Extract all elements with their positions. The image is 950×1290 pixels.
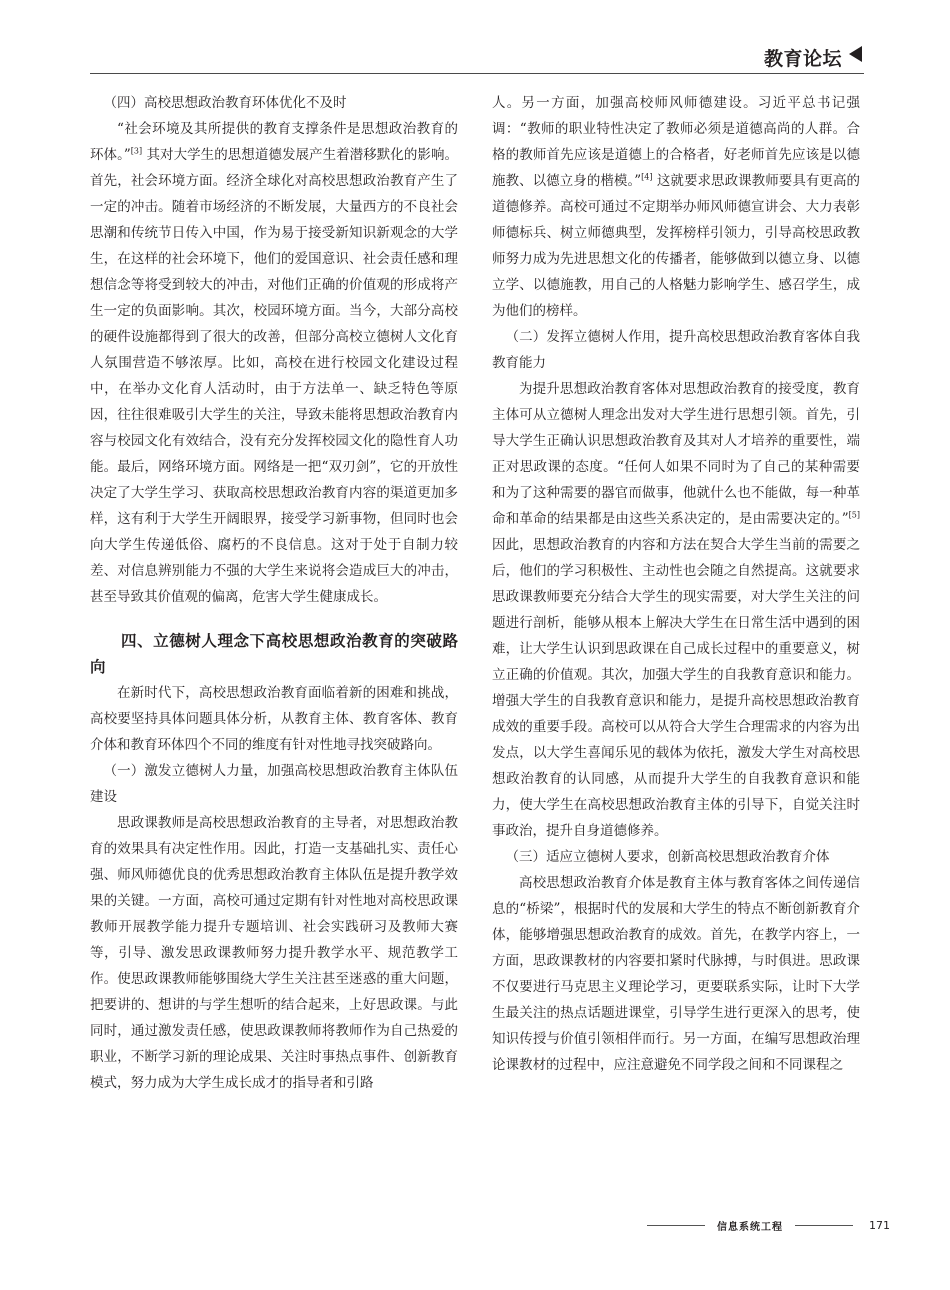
footer-rule-right	[795, 1225, 853, 1226]
subheading-4: （四）高校思想政治教育环体优化不及时	[103, 95, 347, 111]
paragraph-self-education	[492, 376, 860, 844]
text-span: “社会环境及其所提供的教育支撑条件是思想政治教育的环体。”	[90, 121, 458, 163]
paragraph-teachers: 思政课教师是高校思想政治教育的主导者，对思想政治教育的效果具有决定性作用。因此，打造一支基础扎实、责任心强、师风师德优良的优秀思想政治教育主体队伍是提升教学效果的关键。一方面，高校可通过定期有针对性地对高校思政课教师开展教学能力提升专题培训、社会实践研习及教师大赛等，引导、激发思政课教师努力提升教学水平、规范教学工作。使思政课教师能够围绕大学生关注甚至迷惑的重大问题，把要讲的、想讲的与学生想听的结合起来，上好思政课。与此同时，通过激发责任感，使思政课教师将教师作为自己热爱的职业，不断学习新的理论成果、关注时事热点事件、创新教育模式，努力成为大学生成长成才的指导者和引路	[90, 815, 458, 1091]
subheading-2: （二）发挥立德树人作用，提升高校思想政治教育客体自我教育能力	[492, 329, 860, 371]
text-span: 人。另一方面，加强高校师风师德建设。习近平总书记强调：“教师的职业特性决定了教师必须是道德高尚的人群。合格的教师首先应该是道德上的合格者，好老师首先应该是以德施教、以德立身的楷模。”	[492, 95, 860, 189]
subheading-1: （一）激发立德树人力量，加强高校思想政治教育主体队伍建设	[90, 763, 458, 805]
subheading-3: （三）适应立德树人要求，创新高校思想政治教育介体	[505, 849, 830, 865]
right-column	[492, 90, 860, 1078]
citation-ref: [3]	[130, 146, 143, 156]
paragraph-ethics	[492, 90, 860, 324]
section-title: 教育论坛	[763, 48, 842, 70]
page-footer	[635, 1218, 890, 1233]
text-span: 因此，思想政治教育的内容和方法在契合大学生当前的需要之后，他们的学习积极性、主动性也会随之自然提高。这就要求思政课教师要充分结合大学生的现实需要，对大学生关注的问题进行剖析，能够从根本上解决大学生在日常生活中遇到的困难，让大学生认识到思政课在自己成长过程中的重要意义，树立正确的价值观。其次，加强大学生的自我教育意识和能力。增强大学生的自我教育意识和能力，是提升高校思想政治教育成效的重要手段。高校可以从符合大学生合理需求的内容为出发点，以大学生喜闻乐见的载体为依托，激发大学生对高校思想政治教育的认同感，从而提升大学生的自我教育意识和能力，使大学生在高校思想政治教育主体的引导下，自觉关注时事政治，提升自身道德修养。	[492, 537, 860, 839]
text-span: 其对大学生的思想道德发展产生着潜移默化的影响。首先，社会环境方面。经济全球化对高校思想政治教育产生了一定的冲击。随着市场经济的不断发展，大量西方的不良社会思潮和传统节日传入中国，作为易于接受新知识新观念的大学生，在这样的社会环境下，他们的爱国意识、社会责任感和理想信念等将受到较大的冲击，对他们正确的价值观的形成将产生一定的负面影响。其次，校园环境方面。当今，大部分高校的硬件设施都得到了很大的改善，但部分高校立德树人文化育人氛围营造不够浓厚。比如，高校在进行校园文化建设过程中，在举办文化育人活动时，由于方法单一、缺乏特色等原因，往往很难吸引大学生的关注，导致未能将思想政治教育内容与校园文化有效结合，没有充分发挥校园文化的隐性育人功能。最后，网络环境方面。网络是一把“双刃剑”，它的开放性决定了大学生学习、获取高校思想政治教育内容的渠道更加多样，这有利于大学生开阔眼界，接受学习新事物，但同时也会向大学生传递低俗、腐朽的不良信息。这对于处于自制力较差、对信息辨别能力不强的大学生来说将会造成巨大的冲击，甚至导致其价值观的偏离，危害大学生健康成长。	[90, 147, 458, 605]
footer-rule-left	[647, 1225, 705, 1226]
text-span: 为提升思想政治教育客体对思想政治教育的接受度，教育主体可从立德树人理念出发对大学生进行思想引领。首先，引导大学生正确认识思想政治教育及其对人才培养的重要性，端正对思政课的态度。“任何人如果不同时为了自己的某种需要和为了这种需要的器官而做事，他就什么也不能做，每一种革命和革命的结果都是由这些关系决定的，是由需要决定的。”	[492, 381, 860, 527]
header-rule	[90, 73, 864, 74]
section-arrow-icon	[849, 46, 862, 62]
section-heading-4: 四、立德树人理念下高校思想政治教育的突破路向	[90, 632, 458, 676]
text-span: 这就要求思政课教师要具有更高的道德修养。高校可通过不定期举办师风师德宣讲会、大力表彰师德标兵、树立师德典型，发挥榜样引领力，引导高校思政教师努力成为先进思想文化的传播者，能够做到以德立身、以德立学、以德施教，用自己的人格魅力影响学生、感召学生，成为他们的榜样。	[492, 173, 861, 319]
journal-name: 信息系统工程	[717, 1222, 783, 1233]
citation-ref: [4]	[641, 172, 653, 182]
citation-ref: [5]	[848, 510, 860, 520]
page-number: 171	[869, 1219, 890, 1232]
paragraph-environment	[90, 116, 458, 610]
left-column	[90, 90, 458, 1096]
paragraph-intro: 在新时代下，高校思想政治教育面临着新的困难和挑战，高校要坚持具体问题具体分析，从教育主体、教育客体、教育介体和教育环体四个不同的维度有针对性地寻找突破路向。	[90, 685, 458, 753]
paragraph-media: 高校思想政治教育介体是教育主体与教育客体之间传递信息的“桥梁”，根据时代的发展和大学生的特点不断创新教育介体，能够增强思想政治教育的成效。首先，在教学内容上，一方面，思政课教材的内容要扣紧时代脉搏，与时俱进。思政课不仅要进行马克思主义理论学习，更要联系实际，让时下大学生最关注的热点话题进课堂，引导学生进行更深入的思考，使知识传授与价值引领相伴而行。另一方面，在编写思想政治理论课教材的过程中，应注意避免不同学段之间和不同课程之	[492, 875, 860, 1073]
